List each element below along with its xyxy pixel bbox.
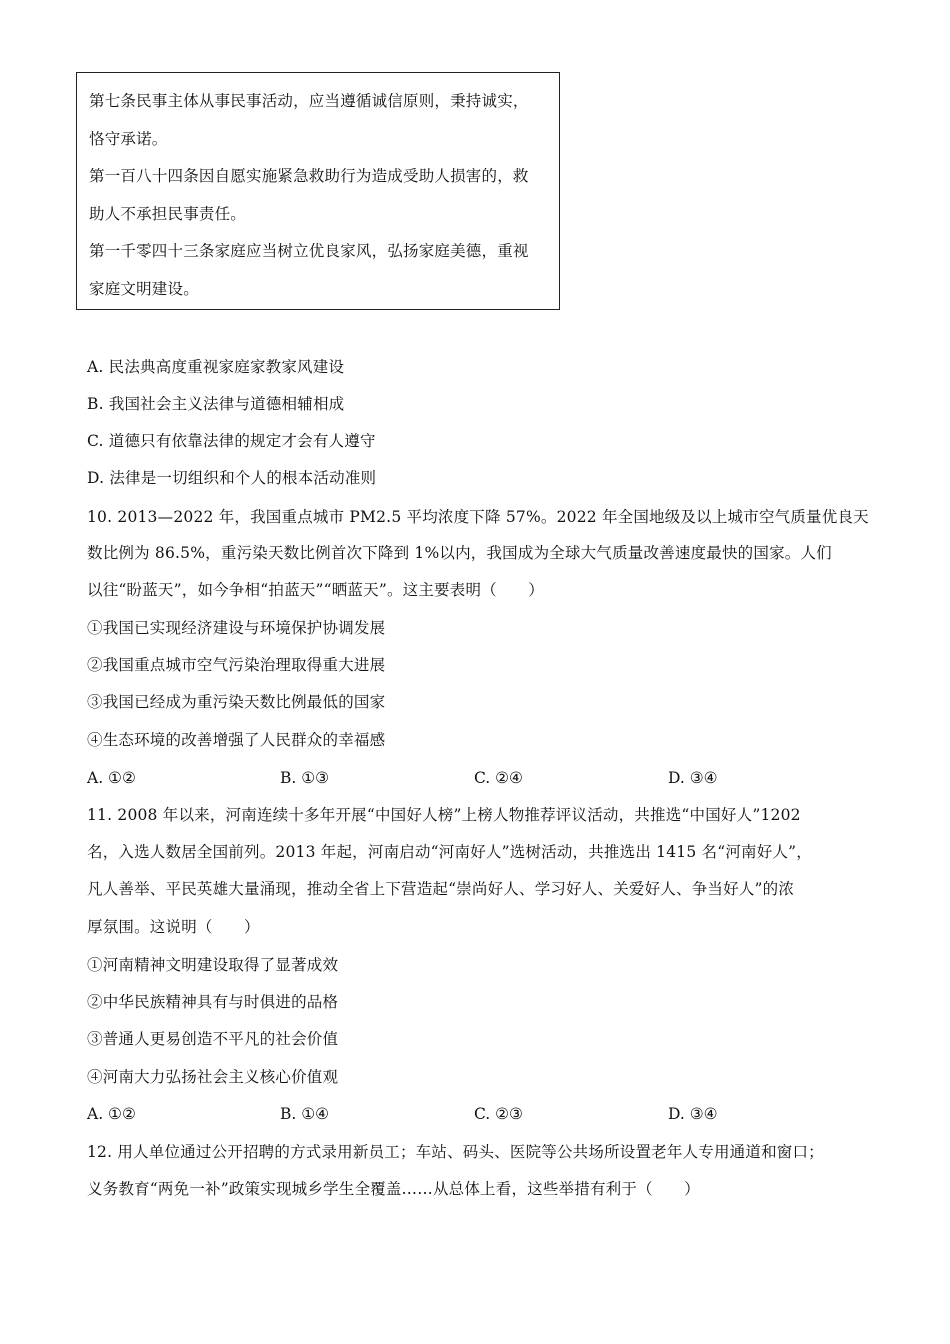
law-excerpt-box [76, 72, 560, 310]
q10-choice-b: B. ①③ [280, 769, 330, 787]
box-line: 恪守承诺。 [89, 129, 168, 148]
q11-choice-c: C. ②③ [474, 1105, 523, 1123]
q10-choice-a: A. ①② [87, 769, 136, 787]
q11-item: ②中华民族精神具有与时俱进的品格 [87, 993, 339, 1011]
q10-item: ③我国已经成为重污染天数比例最低的国家 [87, 693, 386, 711]
box-line: 家庭文明建设。 [89, 279, 199, 298]
q11-item: ①河南精神文明建设取得了显著成效 [87, 956, 339, 974]
q10-item: ①我国已实现经济建设与环境保护协调发展 [87, 619, 386, 637]
box-line: 第一百八十四条因自愿实施紧急救助行为造成受助人损害的，救 [89, 167, 529, 185]
q11-item: ④河南大力弘扬社会主义核心价值观 [87, 1068, 339, 1086]
q10-choice-d: D. ③④ [668, 769, 718, 787]
q9-option-d: D. 法律是一切组织和个人的根本活动准则 [87, 469, 377, 487]
q11-choice-b: B. ①④ [280, 1105, 330, 1123]
q12-stem-line: 12. 用人单位通过公开招聘的方式录用新员工；车站、码头、医院等公共场所设置老年人专用通道和窗口； [87, 1143, 824, 1161]
box-line: 助人不承担民事责任。 [89, 204, 247, 223]
q10-stem-line: 10. 2013—2022 年，我国重点城市 PM2.5 平均浓度下降 57%。2022 年全国地级及以上城市空气质量优良天 [87, 508, 869, 526]
q11-choice-a: A. ①② [87, 1105, 136, 1123]
q11-item: ③普通人更易创造不平凡的社会价值 [87, 1030, 339, 1048]
q11-choice-d: D. ③④ [668, 1105, 718, 1123]
q10-stem-line: 数比例为 86.5%，重污染天数比例首次下降到 1%以内，我国成为全球大气质量改善速度最快的国家。人们 [87, 544, 832, 562]
q9-option-a: A. 民法典高度重视家庭家教家风建设 [87, 358, 345, 376]
q12-stem-line: 义务教育“两免一补”政策实现城乡学生全覆盖……从总体上看，这些举措有利于（ ） [87, 1180, 700, 1198]
q10-item: ②我国重点城市空气污染治理取得重大进展 [87, 656, 386, 674]
q11-stem-line: 凡人善举、平民英雄大量涌现，推动全省上下营造起“崇尚好人、学习好人、关爱好人、争当好人”的浓 [87, 880, 795, 898]
q11-stem-line: 名，入选人数居全国前列。2013 年起，河南启动“河南好人”选树活动，共推选出 1415 名“河南好人”， [87, 843, 812, 861]
q11-stem-line: 11. 2008 年以来，河南连续十多年开展“中国好人榜”上榜人物推荐评议活动，共推选“中国好人”1202 [87, 806, 801, 824]
q10-item: ④生态环境的改善增强了人民群众的幸福感 [87, 731, 386, 749]
q10-stem-line: 以往“盼蓝天”，如今争相“拍蓝天”“晒蓝天”。这主要表明（ ） [87, 581, 544, 599]
box-line: 第七条民事主体从事民事活动，应当遵循诚信原则，秉持诚实， [89, 92, 529, 110]
q9-option-c: C. 道德只有依靠法律的规定才会有人遵守 [87, 432, 376, 450]
q10-choice-c: C. ②④ [474, 769, 523, 787]
q9-option-b: B. 我国社会主义法律与道德相辅相成 [87, 395, 345, 413]
box-line: 第一千零四十三条家庭应当树立优良家风，弘扬家庭美德，重视 [89, 242, 529, 260]
q11-stem-line: 厚氛围。这说明（ ） [87, 918, 260, 936]
